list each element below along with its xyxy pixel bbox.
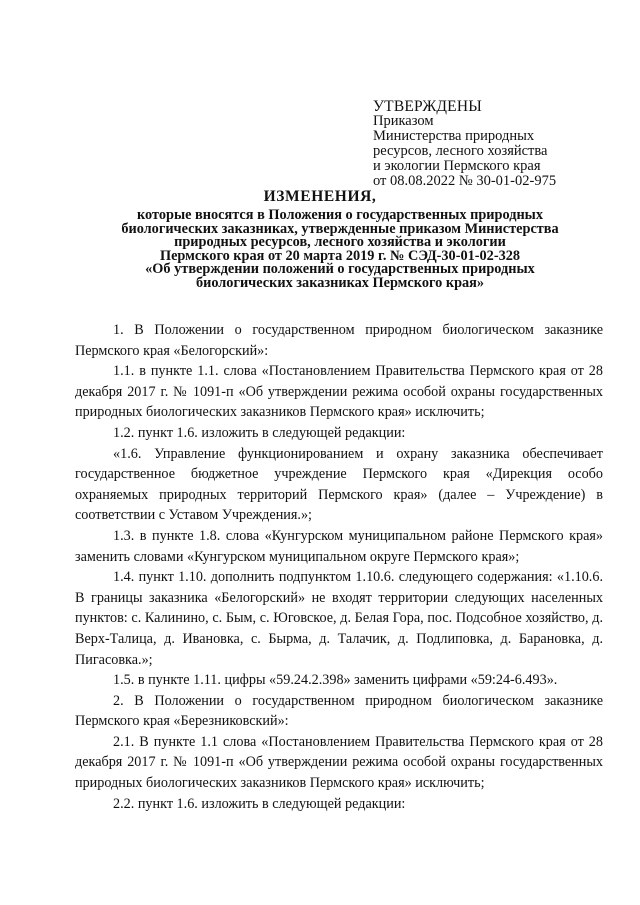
paragraph-section-1: 1. В Положении о государственном природном биологическом заказнике Пермского края «Белогорский»:: [75, 322, 603, 359]
paragraph-1-4: 1.4. пункт 1.10. дополнить подпунктом 1.10.6. следующего содержания: «1.10.6. В границы заказника «Белогорский» не входят территории следующих населенных пунктов: с. Калинино, с. Бым, с. Юговское, д. Белая Гора, пос. Подсобное хозяйство, д. Верх-Талица, д. Ивановка, с. Бырма, д. Талачик, д. Подлиповка, д. Барановка, д. Пигасовка.»;: [75, 569, 603, 668]
paragraph-1-1: 1.1. в пункте 1.1. слова «Постановлением Правительства Пермского края от 28 декабря 2017 г. № 1091-п «Об утверждении режима особой охраны государственных природных биологических заказников Пермского края» исключить;: [75, 363, 603, 421]
approval-line: и экологии Пермского края: [373, 158, 541, 174]
paragraph-1-6-text: «1.6. Управление функционированием и охрану заказника обеспечивает государственное бюджетное учреждение Пермского края «Дирекция особо охраняемых природных территорий Пермского края» (далее – Учреждение) в соответствии с Уставом Учреждения.»;: [75, 445, 603, 524]
approval-line: ресурсов, лесного хозяйства: [373, 143, 548, 159]
approval-line: Министерства природных: [373, 128, 535, 144]
paragraph-2-2: 2.2. пункт 1.6. изложить в следующей редакции:: [113, 795, 406, 812]
document-subtitle: [80, 209, 600, 291]
paragraph-1-5: 1.5. в пункте 1.11. цифры «59.24.2.398» заменить цифрами «59:24-6.493».: [113, 672, 558, 689]
document-title: ИЗМЕНЕНИЯ,: [263, 188, 377, 205]
subtitle-line: которые вносятся в Положения о государственных природных: [137, 207, 543, 223]
subtitle-line: Пермского края от 20 марта 2019 г. № СЭД-30-01-02-328: [159, 247, 521, 264]
document-body: [75, 320, 603, 814]
approval-line: Приказом: [373, 113, 434, 129]
paragraph-section-2: 2. В Положении о государственном природном биологическом заказнике Пермского края «Березниковский»:: [75, 692, 603, 730]
subtitle-line: биологических заказниках Пермского края»: [195, 274, 485, 291]
approval-heading: УТВЕРЖДЕНЫ: [373, 98, 482, 115]
paragraph-1-3: 1.3. в пункте 1.8. слова «Кунгурском муниципальном районе Пермского края» заменить словами «Кунгурском муниципальном округе Пермского края»;: [75, 527, 603, 565]
subtitle-line: биологических заказниках, утвержденные приказом Министерства: [121, 220, 559, 237]
approval-order-number: от 08.08.2022 № 30-01-02-975: [373, 173, 557, 189]
approval-stamp: [373, 99, 623, 189]
paragraph-1-2: 1.2. пункт 1.6. изложить в следующей редакции:: [113, 424, 406, 441]
paragraph-2-1: 2.1. В пункте 1.1 слова «Постановлением Правительства Пермского края от 28 декабря 2017 г. № 1091-п «Об утверждении режима особой охраны государственных природных биологических заказников Пермского края» исключить;: [75, 733, 603, 792]
subtitle-line: природных ресурсов, лесного хозяйства и экологии: [174, 234, 506, 251]
subtitle-line: «Об утверждении положений о государственных природных: [145, 261, 535, 278]
